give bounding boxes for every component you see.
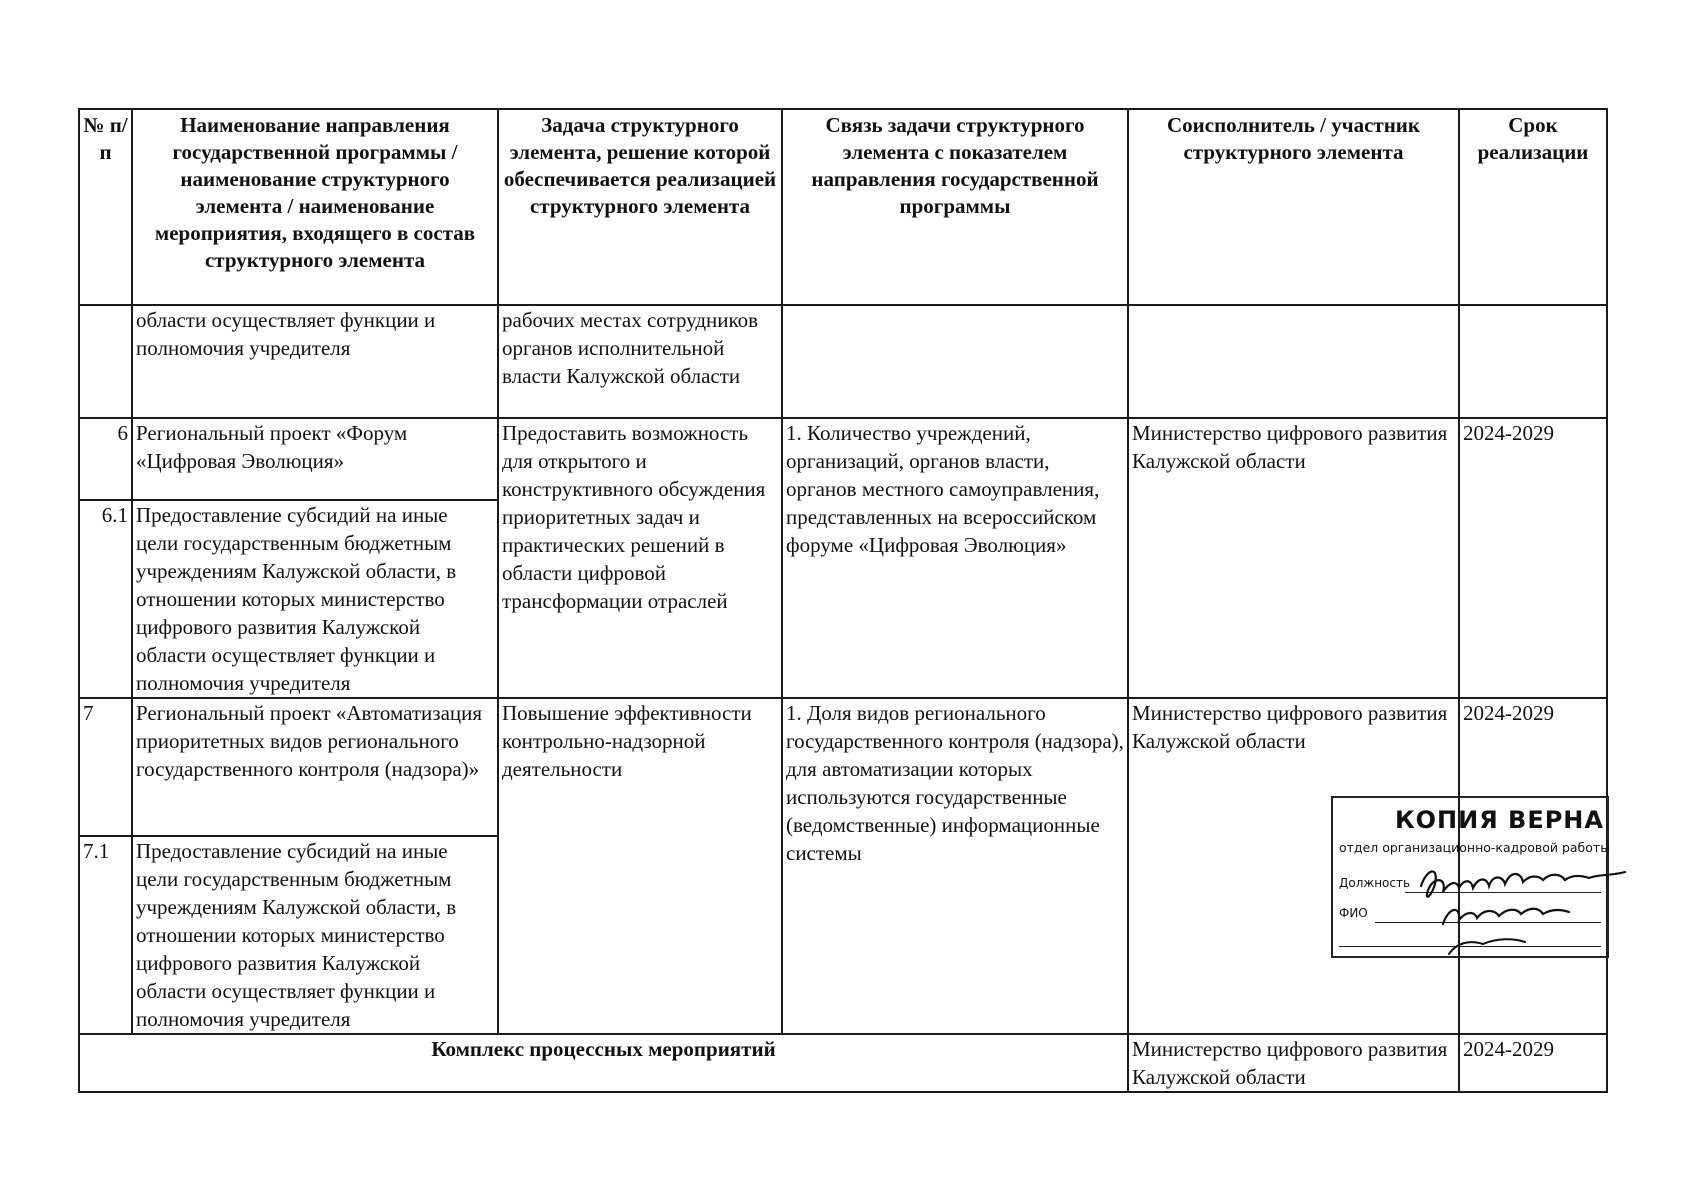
cell-term <box>1459 305 1607 418</box>
cell-num: 7.1 <box>79 836 132 1034</box>
cell-link: 1. Доля видов регионального государственного контроля (надзора), для автоматизации которых используются государственные (ведомственные) информационные системы <box>782 698 1128 1034</box>
header-coexecutor: Соисполнитель / участник структурного элемента <box>1128 109 1459 305</box>
header-task: Задача структурного элемента, решение которой обеспечивается реализацией структурного элемента <box>498 109 782 305</box>
cell-link: 1. Количество учреждений, организаций, органов власти, органов местного самоуправления, представленных на всероссийском форуме «Цифровая Эволюция» <box>782 418 1128 698</box>
stamp-department: отдел организационно-кадровой работы <box>1339 840 1611 855</box>
cell-coexecutor: Министерство цифрового развития Калужской области <box>1128 1034 1459 1092</box>
handwritten-signature <box>1413 858 1643 958</box>
header-name: Наименование направления государственной программы / наименование структурного элемента / наименование мероприятия, входящего в состав структурного элемента <box>132 109 498 305</box>
cell-coexecutor <box>1128 305 1459 418</box>
stamp-title: КОПИЯ ВЕРНА <box>1395 806 1604 834</box>
copy-certified-stamp <box>1331 796 1609 958</box>
cell-term: 2024-2029 <box>1459 418 1607 698</box>
cell-task: Повышение эффективности контрольно-надзорной деятельности <box>498 698 782 1034</box>
table-row <box>79 1034 1607 1092</box>
cell-name: Предоставление субсидий на иные цели государственным бюджетным учреждениям Калужской области, в отношении которых министерство цифрового развития Калужской области осуществляет функции и полномочия учредителя <box>132 500 498 698</box>
header-row <box>79 109 1607 305</box>
header-term: Срок реализации <box>1459 109 1607 305</box>
cell-coexecutor: Министерство цифрового развития Калужской области <box>1128 418 1459 698</box>
cell-task: рабочих местах сотрудников органов исполнительной власти Калужской области <box>498 305 782 418</box>
table-row <box>79 418 1607 500</box>
cell-name: Региональный проект «Форум «Цифровая Эволюция» <box>132 418 498 500</box>
header-num: № п/п <box>79 109 132 305</box>
cell-name: области осуществляет функции и полномочия учредителя <box>132 305 498 418</box>
cell-term: 2024-2029 <box>1459 698 1607 1034</box>
cell-term: 2024-2029 <box>1459 1034 1607 1092</box>
cell-complex-title: Комплекс процессных мероприятий <box>79 1034 1128 1092</box>
cell-num: 7 <box>79 698 132 836</box>
cell-num: 6.1 <box>79 500 132 698</box>
cell-link <box>782 305 1128 418</box>
cell-name: Региональный проект «Автоматизация приоритетных видов регионального государственного контроля (надзора)» <box>132 698 498 836</box>
stamp-fio-label: ФИО <box>1339 906 1368 920</box>
stamp-position-label: Должность <box>1339 876 1411 890</box>
cell-num <box>79 305 132 418</box>
cell-task: Предоставить возможность для открытого и конструктивного обсуждения приоритетных задач и практических решений в области цифровой трансформации отраслей <box>498 418 782 698</box>
cell-coexecutor: Министерство цифрового развития Калужской области <box>1128 698 1459 1034</box>
header-link: Связь задачи структурного элемента с показателем направления государственной программы <box>782 109 1128 305</box>
table-row <box>79 305 1607 418</box>
cell-num: 6 <box>79 418 132 500</box>
cell-name: Предоставление субсидий на иные цели государственным бюджетным учреждениям Калужской области, в отношении которых министерство цифрового развития Калужской области осуществляет функции и полномочия учредителя <box>132 836 498 1034</box>
